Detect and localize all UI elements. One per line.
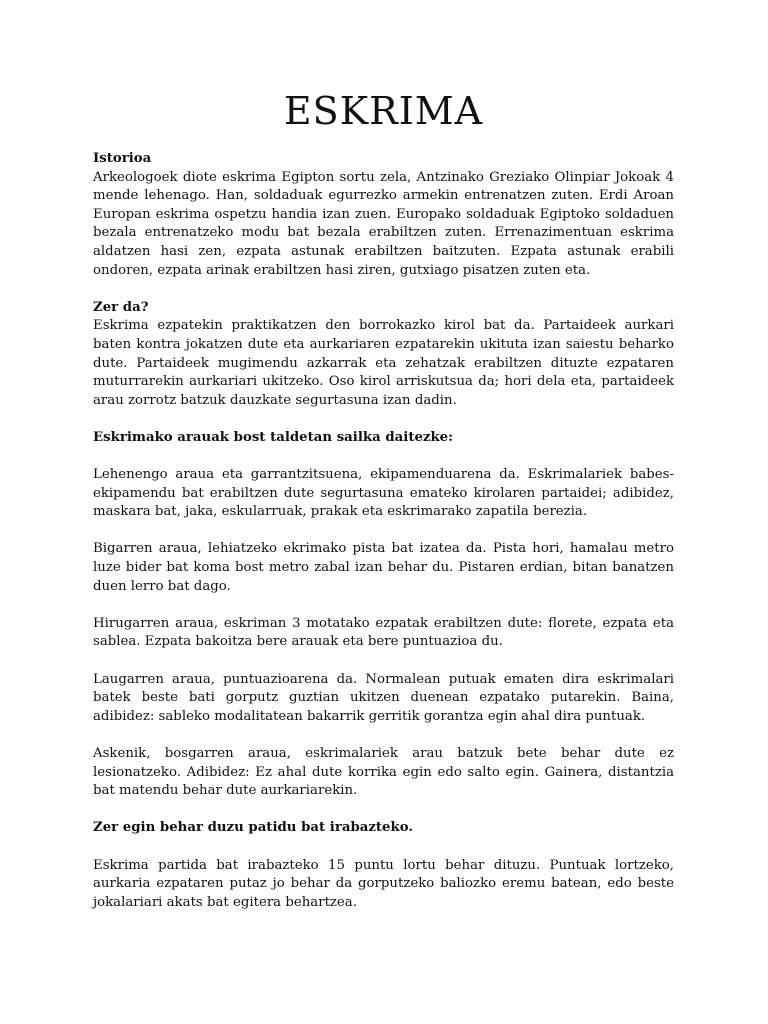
spacer [93,522,674,541]
rule-paragraph-1: Lehenengo araua eta garrantzitsuena, ekipamenduarena da. Eskrimalariek babes-ekipamendu bat erabiltzen dute segurtasuna emateko kirolaren partaidei; adibidez, maskara bat, jaka, eskularruak, prakak eta eskrimarako zapatila berezia. [93,467,674,520]
history-paragraph: Arkeologoek diote eskrima Egipton sortu zela, Antzinako Greziako Olinpiar Jokoak 4 mende lehenago. Han, soldaduak egurrezko armekin entrenatzen zuten. Erdi Aroan Europan eskrima ospetzu handia izan zuen. Europako soldaduak Egiptoko soldaduen bezala entrenatzeko modu bat bezala erabiltzen zuten. Errenazimentuan eskrima aldatzen hasi zen, ezpata astunak erabiltzen baitzuten. Ezpata astunak erabili ondoren, ezpata arinak erabiltzen hasi ziren, gutxiago pisatzen zuten eta. [93,169,674,278]
spacer [93,726,674,745]
rule-paragraph-3: Hirugarren araua, eskriman 3 motatako ezpatak erabiltzen dute: florete, ezpata eta sablea. Ezpata bakoitza bere arauak eta bere puntuazioa du. [93,615,674,650]
spacer [93,448,674,467]
rule-paragraph-5: Askenik, bosgarren araua, eskrimalariek arau batzuk bete behar dute ez lesionatzeko. Adibidez: Ez ahal dute korrika egin edo salto egin. Gainera, distantzia bat matendu behar dute aurkariarekin. [93,746,674,799]
document-page [93,86,674,912]
document-title: ESKRIMA [283,89,484,133]
what-heading: Zer da? [93,299,149,315]
spacer [93,838,674,857]
spacer [93,596,674,615]
spacer [93,652,674,671]
win-paragraph: Eskrima partida bat irabazteko 15 puntu lortu behar dituzu. Puntuak lortzeko, aurkaria ezpataren putaz jo behar da gorputzeko baliozko eremu batean, edo beste jokalariari akats bat egitera behartzea. [93,857,674,910]
history-heading: Istorioa [93,151,152,166]
rule-paragraph-2: Bigarren araua, lehiatzeko ekrimako pista bat izatea da. Pista hori, hamalau metro luze bider bat koma bost metro zabal izan behar du. Pistaren erdian, bitan banatzen duen lerro bat dago. [93,541,674,594]
spacer [93,280,674,299]
spacer [93,801,674,820]
what-paragraph: Eskrima ezpatekin praktikatzen den borrokazko kirol bat da. Partaideek aurkari baten kontra jokatzen dute eta aurkariaren ezpatarekin ukituta izan saiestu beharko dute. Partaideek mugimendu azkarrak eta zehatzak erabiltzen dituzte ezpataren muturrarekin aurkariari ukitzeko. Oso kirol arriskutsua da; hori dela eta, partaideek arau zorrotz batzuk dauzkate segurtasuna izan dadin. [93,318,674,408]
win-heading: Zer egin behar duzu patidu bat irabazteko. [93,820,413,836]
rules-heading: Eskrimako arauak bost taldetan sailka daitezke: [93,429,454,445]
rule-paragraph-4: Laugarren araua, puntuazioarena da. Normalean putuak ematen dira eskrimalari batek beste bati gorputz guztian ukitzen duenean ezpatako putarekin. Baina, adibidez: sableko modalitatean bakarrik gerritik gorantza egin ahal dira puntuak. [93,671,674,724]
spacer [93,410,674,429]
